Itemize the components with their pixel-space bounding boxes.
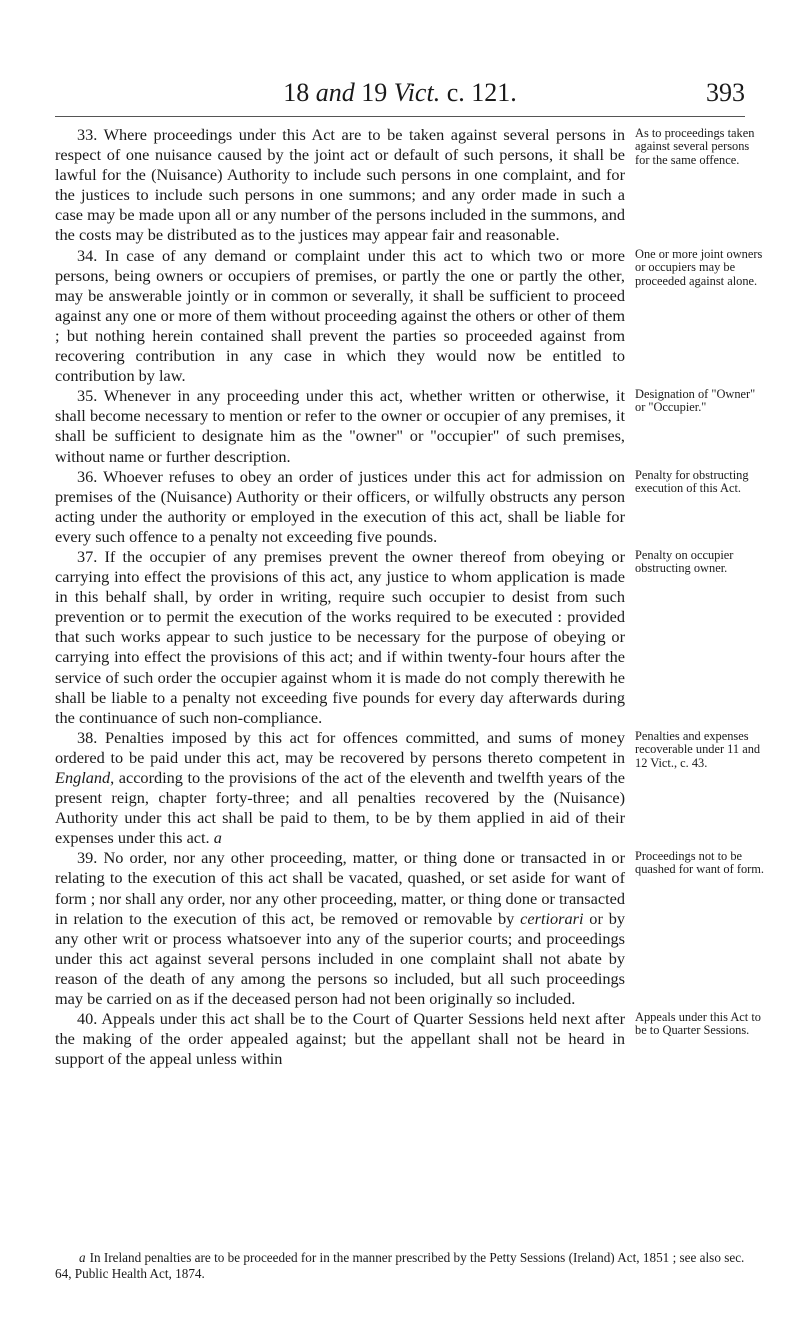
margin-note-36: Penalty for obstructing execution of this Act. [635, 468, 749, 496]
margin-note-40: Appeals under this Act to be to Quarter Sessions. [635, 1010, 761, 1038]
footnote-text: In Ireland penalties are to be proceeded for in the manner prescribed by the Petty Sessions (Ireland) Act, 1851 ; see also sec. 64, Public Health Act, 1874. [55, 1250, 745, 1281]
section-34: 34. In case of any demand or complaint under this act to which two or more persons, being owners or occupiers of premises, or partly the one or partly the other, may be answerable jointly or in common or severally, it shall be sufficient to proceed against any one or more of them without proceeding against the others or other of them ; but nothing herein contained shall prevent the parties so proceeded against from recovering contribution in any case in which they would now be entitled to contribution by law. [55, 245, 625, 386]
citation-part-italic: and [315, 78, 355, 107]
citation-part-italic: Vict. [393, 78, 441, 107]
footnote [55, 1250, 745, 1282]
page-number: 393 [706, 78, 745, 107]
section-33: 33. Where proceedings under this Act are to be taken against several persons in respect of one nuisance caused by the joint act or default of such persons, it shall be lawful for the (Nuisance) Authority to include such persons in one complaint, and for the justices to include such persons in one summons; and any order made in such a case may be made upon all or any number of the persons included in the summons, and the costs may be distributed as to the justices may appear fair and reasonable. [55, 125, 625, 245]
section-text: , according to the provisions of the act of the eleventh and twelfth years of the present reign, chapter forty-three; and all penalties recovered by the (Nuisance) Authority under this act shall be paid to them, to be by them applied in aid of their expenses under this act. [55, 768, 625, 848]
margin-note-35: Designation of "Owner" or "Occupier." [635, 387, 756, 415]
main-text [55, 125, 625, 1069]
section-36: 36. Whoever refuses to obey an order of justices under this act for admission on premises of the (Nuisance) Authority or their officers, or wilfully obstructs any person acting under the authority or employed in the execution of this act, shall be liable for every such offence to a penalty not exceeding five pounds. [55, 466, 625, 546]
footnote-reference: a [213, 828, 222, 848]
section-text: 38. Penalties imposed by this act for offences committed, and sums of money ordered to be paid under this act, may be recovered by persons thereto competent in [55, 727, 625, 767]
footnote-marker: a [79, 1250, 86, 1265]
section-text: or by any other writ or process whatsoever into any of the superior courts; and proceedings under this act against several persons included in one complaint shall not abate by reason of the death of any among the persons so included, but all such proceedings may be carried on as if the deceased person had not been originally so included. [55, 908, 625, 1009]
margin-note-39: Proceedings not to be quashed for want of form. [635, 849, 765, 877]
section-text-italic: certiorari [520, 908, 584, 928]
margin-note-37: Penalty on occupier obstructing owner. [635, 548, 734, 576]
citation-part: 19 [354, 78, 394, 107]
margin-note-34: One or more joint owners or occupiers may be proceeded against alone. [635, 247, 763, 288]
citation-part: 18 [283, 78, 316, 107]
citation-part: c. 121. [440, 78, 517, 107]
act-citation [55, 78, 745, 108]
header-rule [55, 116, 745, 117]
section-38 [55, 728, 625, 849]
section-40: 40. Appeals under this act shall be to the Court of Quarter Sessions held next after the making of the order appealed against; but the appellant shall not be heard in support of the appeal unless within [55, 1009, 625, 1069]
section-text: 39. No order, nor any other proceeding, matter, or thing done or transacted in or relating to the execution of this act shall be vacated, quashed, or set aside for want of form ; nor shall any order, nor any other proceeding, matter, or thing done or transacted in relation to the execution of this act, be removed or removable by [55, 848, 625, 928]
section-39 [55, 848, 625, 1009]
margin-note-33: As to proceedings taken against several persons for the same offence. [635, 126, 755, 167]
running-header [55, 78, 745, 112]
section-37: 37. If the occupier of any premises prevent the owner thereof from obeying or carrying into effect the provisions of this act, any justice to whom application is made in this behalf shall, by order in writing, require such occupier to desist from such prevention or to permit the execution of the works required to be executed : provided that such works appear to such justice to be necessary for the purpose of obeying or carrying into effect the provisions of this act; and if within twenty-four hours after the service of such order the occupier against whom it is made do not comply therewith he shall be liable to a penalty not exceeding five pounds for every day afterwards during the continuance of such non-compliance. [55, 546, 625, 727]
section-35: 35. Whenever in any proceeding under this act, whether written or otherwise, it shall become necessary to mention or refer to the owner or occupier of any premises, it shall be sufficient to designate him as the "owner" or "occupier" of such premises, without name or further description. [55, 386, 625, 466]
margin-note-38: Penalties and expenses recoverable under 11 and 12 Vict., c. 43. [635, 729, 761, 770]
section-text-italic: England [55, 768, 111, 787]
